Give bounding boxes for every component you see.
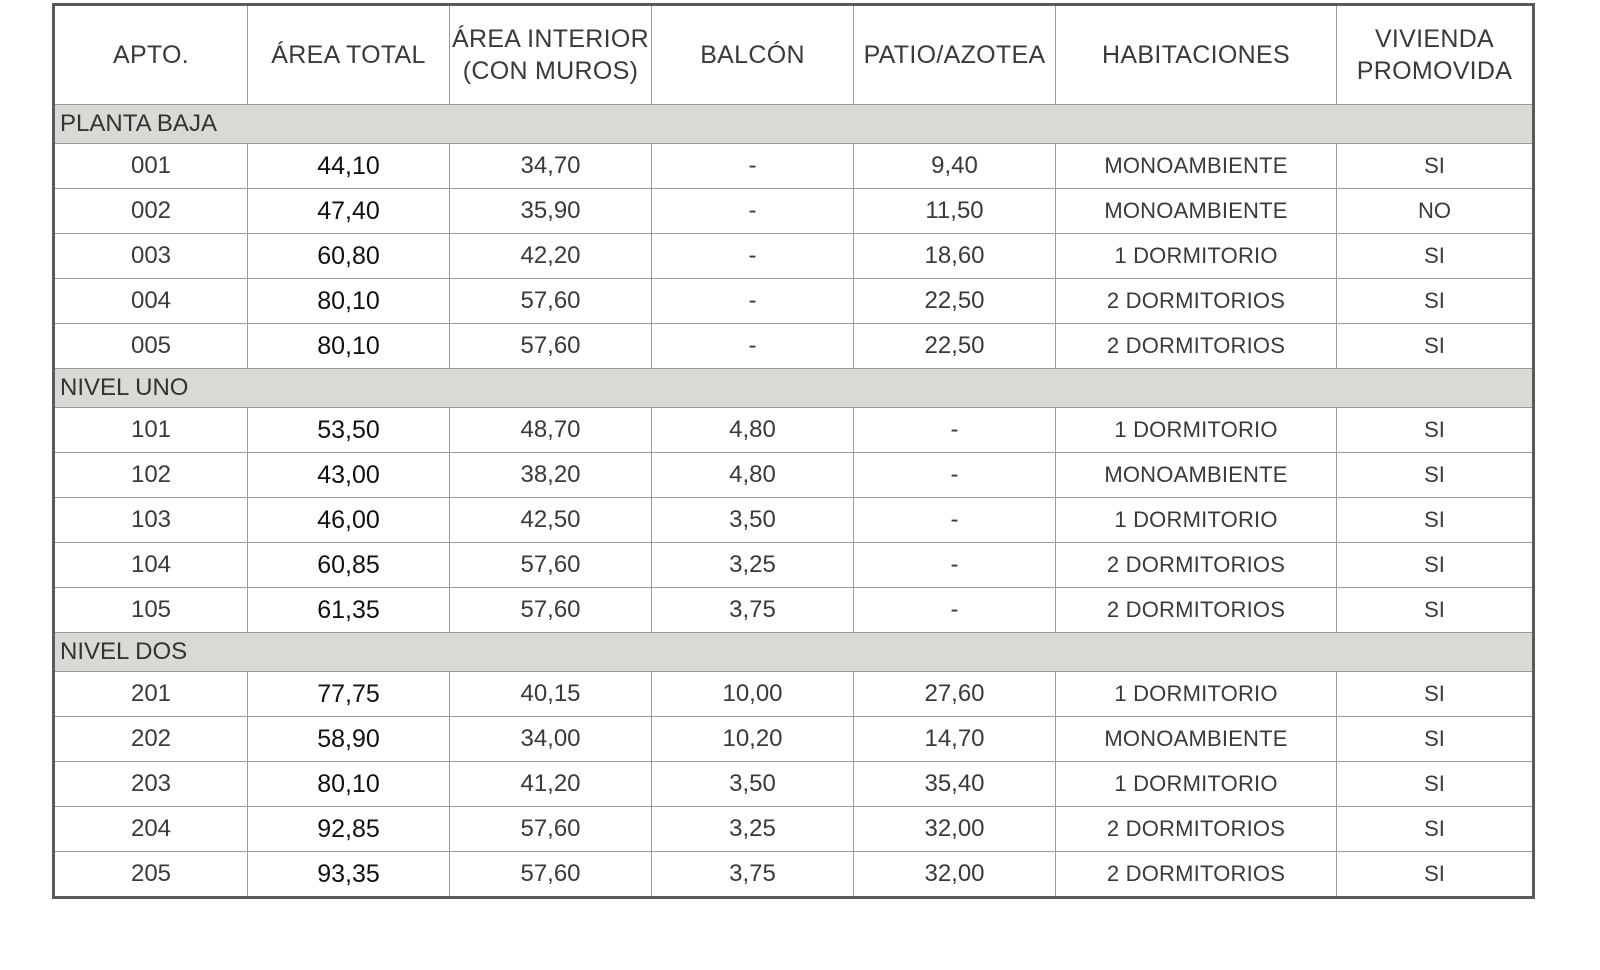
- cell-apto: 201: [54, 672, 248, 717]
- table-row: [54, 807, 1534, 852]
- cell-vivienda-promovida: SI: [1337, 279, 1534, 324]
- cell-area-total: 43,00: [248, 453, 450, 498]
- cell-vivienda-promovida: NO: [1337, 189, 1534, 234]
- cell-balcon: -: [652, 144, 854, 189]
- cell-patio-azotea: 35,40: [854, 762, 1056, 807]
- cell-habitaciones: 1 DORMITORIO: [1056, 408, 1337, 453]
- table-row: [54, 852, 1534, 898]
- cell-balcon: 3,75: [652, 588, 854, 633]
- table-row: [54, 453, 1534, 498]
- cell-area-total: 80,10: [248, 279, 450, 324]
- section-label: NIVEL DOS: [54, 633, 1534, 672]
- cell-patio-azotea: 18,60: [854, 234, 1056, 279]
- header-habitaciones: HABITACIONES: [1056, 5, 1337, 105]
- cell-patio-azotea: 9,40: [854, 144, 1056, 189]
- cell-habitaciones: 2 DORMITORIOS: [1056, 588, 1337, 633]
- cell-vivienda-promovida: SI: [1337, 717, 1534, 762]
- cell-area-total: 47,40: [248, 189, 450, 234]
- cell-vivienda-promovida: SI: [1337, 408, 1534, 453]
- cell-apto: 001: [54, 144, 248, 189]
- table-row: [54, 672, 1534, 717]
- cell-vivienda-promovida: SI: [1337, 807, 1534, 852]
- cell-area-total: 44,10: [248, 144, 450, 189]
- cell-vivienda-promovida: SI: [1337, 144, 1534, 189]
- cell-habitaciones: 1 DORMITORIO: [1056, 762, 1337, 807]
- cell-apto: 101: [54, 408, 248, 453]
- cell-apto: 004: [54, 279, 248, 324]
- cell-patio-azotea: 11,50: [854, 189, 1056, 234]
- cell-balcon: 3,50: [652, 762, 854, 807]
- section-label: NIVEL UNO: [54, 369, 1534, 408]
- section-label: PLANTA BAJA: [54, 105, 1534, 144]
- cell-apto: 005: [54, 324, 248, 369]
- cell-area-interior: 38,20: [450, 453, 652, 498]
- cell-vivienda-promovida: SI: [1337, 852, 1534, 898]
- cell-patio-azotea: 32,00: [854, 807, 1056, 852]
- cell-apto: 103: [54, 498, 248, 543]
- cell-area-interior: 40,15: [450, 672, 652, 717]
- cell-balcon: 3,25: [652, 807, 854, 852]
- cell-apto: 105: [54, 588, 248, 633]
- cell-patio-azotea: -: [854, 588, 1056, 633]
- section-row: [54, 369, 1534, 408]
- cell-balcon: 3,75: [652, 852, 854, 898]
- header-area-total: ÁREA TOTAL: [248, 5, 450, 105]
- cell-balcon: 10,20: [652, 717, 854, 762]
- cell-area-interior: 41,20: [450, 762, 652, 807]
- table-row: [54, 498, 1534, 543]
- cell-habitaciones: 1 DORMITORIO: [1056, 672, 1337, 717]
- cell-area-interior: 42,20: [450, 234, 652, 279]
- table-row: [54, 144, 1534, 189]
- header-area-interior: ÁREA INTERIOR (CON MUROS): [450, 5, 652, 105]
- cell-area-total: 77,75: [248, 672, 450, 717]
- cell-area-interior: 57,60: [450, 279, 652, 324]
- cell-area-interior: 57,60: [450, 852, 652, 898]
- cell-vivienda-promovida: SI: [1337, 453, 1534, 498]
- cell-area-interior: 42,50: [450, 498, 652, 543]
- cell-habitaciones: 2 DORMITORIOS: [1056, 807, 1337, 852]
- units-table: [52, 3, 1535, 899]
- cell-vivienda-promovida: SI: [1337, 234, 1534, 279]
- cell-area-interior: 57,60: [450, 588, 652, 633]
- table-row: [54, 279, 1534, 324]
- cell-balcon: -: [652, 189, 854, 234]
- table-row: [54, 324, 1534, 369]
- cell-habitaciones: 1 DORMITORIO: [1056, 498, 1337, 543]
- cell-area-total: 80,10: [248, 324, 450, 369]
- cell-balcon: 10,00: [652, 672, 854, 717]
- cell-vivienda-promovida: SI: [1337, 762, 1534, 807]
- cell-area-total: 80,10: [248, 762, 450, 807]
- cell-area-interior: 34,70: [450, 144, 652, 189]
- cell-patio-azotea: -: [854, 543, 1056, 588]
- cell-habitaciones: 2 DORMITORIOS: [1056, 279, 1337, 324]
- cell-apto: 202: [54, 717, 248, 762]
- cell-area-total: 60,80: [248, 234, 450, 279]
- table-row: [54, 717, 1534, 762]
- cell-balcon: -: [652, 279, 854, 324]
- cell-area-interior: 35,90: [450, 189, 652, 234]
- units-table-container: [52, 3, 1532, 899]
- cell-habitaciones: 2 DORMITORIOS: [1056, 543, 1337, 588]
- cell-apto: 003: [54, 234, 248, 279]
- cell-vivienda-promovida: SI: [1337, 672, 1534, 717]
- table-row: [54, 234, 1534, 279]
- section-row: [54, 633, 1534, 672]
- cell-vivienda-promovida: SI: [1337, 588, 1534, 633]
- cell-patio-azotea: 22,50: [854, 324, 1056, 369]
- cell-balcon: 3,50: [652, 498, 854, 543]
- cell-area-interior: 57,60: [450, 807, 652, 852]
- cell-area-total: 53,50: [248, 408, 450, 453]
- cell-area-total: 60,85: [248, 543, 450, 588]
- cell-habitaciones: 2 DORMITORIOS: [1056, 852, 1337, 898]
- cell-area-interior: 57,60: [450, 324, 652, 369]
- table-row: [54, 408, 1534, 453]
- header-apto: APTO.: [54, 5, 248, 105]
- cell-area-total: 93,35: [248, 852, 450, 898]
- cell-habitaciones: 2 DORMITORIOS: [1056, 324, 1337, 369]
- cell-apto: 102: [54, 453, 248, 498]
- cell-vivienda-promovida: SI: [1337, 543, 1534, 588]
- cell-apto: 002: [54, 189, 248, 234]
- header-balcon: BALCÓN: [652, 5, 854, 105]
- cell-apto: 204: [54, 807, 248, 852]
- table-header: [54, 5, 1534, 105]
- cell-apto: 205: [54, 852, 248, 898]
- header-patio-azotea: PATIO/AZOTEA: [854, 5, 1056, 105]
- cell-habitaciones: MONOAMBIENTE: [1056, 144, 1337, 189]
- table-row: [54, 762, 1534, 807]
- cell-area-total: 61,35: [248, 588, 450, 633]
- cell-vivienda-promovida: SI: [1337, 324, 1534, 369]
- cell-patio-azotea: 14,70: [854, 717, 1056, 762]
- cell-apto: 203: [54, 762, 248, 807]
- cell-area-interior: 48,70: [450, 408, 652, 453]
- table-row: [54, 543, 1534, 588]
- section-row: [54, 105, 1534, 144]
- cell-balcon: -: [652, 234, 854, 279]
- cell-balcon: -: [652, 324, 854, 369]
- cell-habitaciones: MONOAMBIENTE: [1056, 453, 1337, 498]
- cell-habitaciones: 1 DORMITORIO: [1056, 234, 1337, 279]
- cell-patio-azotea: -: [854, 408, 1056, 453]
- cell-area-interior: 57,60: [450, 543, 652, 588]
- cell-habitaciones: MONOAMBIENTE: [1056, 717, 1337, 762]
- cell-area-total: 92,85: [248, 807, 450, 852]
- cell-area-interior: 34,00: [450, 717, 652, 762]
- cell-area-total: 58,90: [248, 717, 450, 762]
- table-row: [54, 189, 1534, 234]
- header-row: [54, 5, 1534, 105]
- cell-area-total: 46,00: [248, 498, 450, 543]
- cell-vivienda-promovida: SI: [1337, 498, 1534, 543]
- cell-habitaciones: MONOAMBIENTE: [1056, 189, 1337, 234]
- cell-balcon: 4,80: [652, 453, 854, 498]
- cell-balcon: 4,80: [652, 408, 854, 453]
- cell-patio-azotea: -: [854, 453, 1056, 498]
- cell-patio-azotea: 27,60: [854, 672, 1056, 717]
- cell-apto: 104: [54, 543, 248, 588]
- cell-patio-azotea: 32,00: [854, 852, 1056, 898]
- header-vivienda-promovida: VIVIENDA PROMOVIDA: [1337, 5, 1534, 105]
- table-body: [54, 105, 1534, 898]
- cell-patio-azotea: -: [854, 498, 1056, 543]
- cell-patio-azotea: 22,50: [854, 279, 1056, 324]
- cell-balcon: 3,25: [652, 543, 854, 588]
- table-row: [54, 588, 1534, 633]
